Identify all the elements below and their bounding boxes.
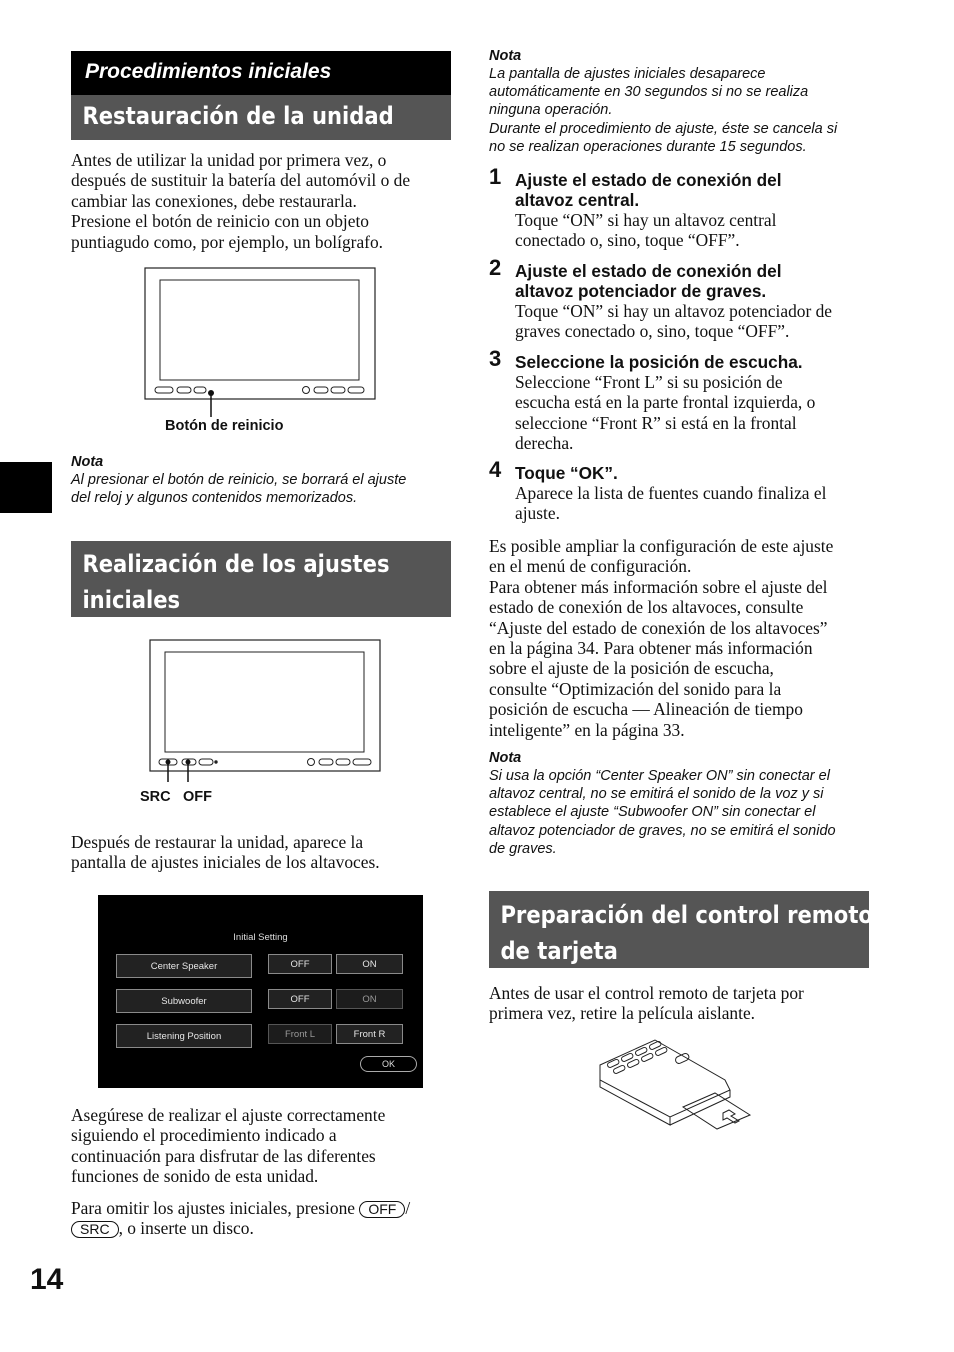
step-4-number: 4	[489, 457, 502, 482]
step-body-line: derecha.	[515, 433, 574, 454]
heading-line: Realización de los ajustes	[82, 550, 390, 578]
step-1	[515, 170, 875, 251]
text-line: siguiendo el procedimiento indicado a	[71, 1125, 337, 1146]
listening-position-button[interactable]: Listening Position	[116, 1024, 252, 1048]
off-label: OFF	[183, 789, 212, 805]
nota-line: altavoz potenciador de graves, no se emitirá el sonido	[489, 822, 836, 839]
text-line: puntiagudo como, por ejemplo, un bolígrafo.	[71, 231, 384, 252]
text-line: inteligente” en la página 33.	[489, 719, 685, 740]
text-line: posición de escucha — Alineación de tiempo	[489, 699, 803, 720]
text-line: en la página 34. Para obtener más información	[489, 638, 813, 659]
nota-line: del reloj y algunos contenidos memorizados.	[71, 490, 358, 507]
step-title-line: Ajuste el estado de conexión del	[515, 261, 782, 281]
off-key: OFF	[359, 1201, 405, 1218]
section-label-bar	[71, 51, 451, 95]
text-line: Antes de usar el control remoto de tarjeta por	[489, 983, 804, 1003]
heading-restauracion-text: Restauración de la unidad	[82, 102, 394, 130]
step-body-line: Toque “ON” si hay un altavoz central	[515, 210, 777, 230]
nota-line: ninguna operación.	[489, 102, 613, 119]
text-line: sobre el ajuste de la posición de escucha,	[489, 658, 774, 679]
heading-ajustes-iniciales	[71, 541, 451, 617]
subwoofer-off-button[interactable]: OFF	[268, 989, 332, 1009]
heading-line: Preparación del control remoto	[500, 901, 873, 929]
step-title-line: Toque “OK”.	[515, 463, 618, 483]
nota-heading: Nota	[71, 454, 104, 470]
text-line: primera vez, retire la película aislante.	[489, 1003, 756, 1024]
nota-top	[489, 47, 879, 156]
text-span: /	[405, 1198, 411, 1218]
heading-restauracion	[71, 95, 451, 140]
front-l-button[interactable]: Front L	[268, 1024, 332, 1044]
text-line: Para obtener más información sobre el ajuste del	[489, 576, 828, 597]
text-span: , o inserte un disco.	[118, 1218, 254, 1239]
subwoofer-on-button[interactable]: ON	[336, 989, 403, 1009]
step-body-line: graves conectado o, sino, toque “OFF”.	[515, 321, 790, 342]
text-line: pantalla de ajustes iniciales de los altavoces.	[71, 852, 380, 873]
nota-line: La pantalla de ajustes iniciales desaparece	[489, 66, 766, 82]
section-label: Procedimientos iniciales	[85, 60, 332, 83]
heading-control-remoto	[489, 891, 873, 968]
ok-button[interactable]: OK	[360, 1056, 417, 1072]
reset-button-label: Botón de reinicio	[165, 418, 284, 434]
unit-reset-illustration	[140, 265, 380, 420]
unit-src-off-illustration	[145, 637, 385, 782]
text-line: funciones de sonido de esta unidad.	[71, 1166, 319, 1187]
text-line: en el menú de configuración.	[489, 556, 692, 577]
paragraph-restauracion	[71, 150, 456, 252]
center-speaker-off-button[interactable]: OFF	[268, 954, 332, 974]
step-body-line: ajuste.	[515, 503, 560, 524]
front-r-button[interactable]: Front R	[336, 1024, 403, 1044]
paragraph-pantalla	[71, 832, 456, 873]
nota-line: de graves.	[489, 840, 557, 857]
nota-line: altavoz central, no se emitirá el sonido de la voz y si	[489, 786, 824, 803]
step-title-line: Seleccione la posición de escucha.	[515, 352, 803, 372]
step-body-line: seleccione “Front R” si está en la frontal	[515, 412, 797, 433]
text-line: Asegúrese de realizar el ajuste correctamente	[71, 1105, 386, 1125]
nota-line: automáticamente en 30 segundos si no se realiza	[489, 84, 809, 101]
step-2	[515, 261, 875, 342]
step-body-line: Toque “ON” si hay un altavoz potenciador de	[515, 301, 833, 321]
page-number: 14	[30, 1263, 64, 1296]
step-title-line: altavoz potenciador de graves.	[515, 281, 767, 301]
nota-line: Durante el procedimiento de ajuste, éste se cancela si	[489, 120, 838, 137]
nota-reset	[71, 453, 456, 507]
paragraph-asegurese	[71, 1105, 456, 1187]
step-1-number: 1	[489, 164, 502, 189]
text-line: consulte “Optimización del sonido para la	[489, 678, 782, 699]
paragraph-configuracion	[489, 536, 879, 740]
card-remote-illustration	[595, 1035, 765, 1130]
step-body-line: Aparece la lista de fuentes cuando finaliza el	[515, 483, 827, 503]
step-body-line: conectado o, sino, toque “OFF”.	[515, 230, 740, 251]
nota-line: Si usa la opción “Center Speaker ON” sin conectar el	[489, 768, 830, 784]
step-body-line: escucha está en la parte frontal izquierda, o	[515, 392, 816, 413]
center-speaker-button[interactable]: Center Speaker	[116, 954, 252, 978]
nota-line: no se realizan operaciones durante 15 segundos.	[489, 138, 807, 155]
step-title-line: altavoz central.	[515, 190, 640, 210]
screen-title: Initial Setting	[233, 932, 288, 943]
text-line: Es posible ampliar la configuración de este ajuste	[489, 536, 834, 556]
step-body-line: Seleccione “Front L” si su posición de	[515, 372, 783, 392]
nota-line: Al presionar el botón de reinicio, se borrará el ajuste	[71, 472, 407, 488]
src-label: SRC	[140, 789, 171, 805]
chapter-tab	[0, 462, 52, 513]
text-line: después de sustituir la batería del automóvil o de	[71, 170, 411, 191]
nota-heading: Nota	[489, 48, 522, 64]
step-3	[515, 352, 875, 454]
text-span: Para omitir los ajustes iniciales, presione	[71, 1198, 355, 1218]
text-line: Después de restaurar la unidad, aparece la	[71, 832, 364, 852]
text-line: Presione el botón de reinicio con un objeto	[71, 211, 369, 232]
paragraph-omitir	[71, 1198, 456, 1239]
text-line: estado de conexión de los altavoces, consulte	[489, 597, 804, 618]
nota-line: establece el ajuste “Subwoofer ON” sin conectar el	[489, 804, 816, 821]
nota-heading: Nota	[489, 750, 522, 766]
text-line: continuación para disfrutar de las diferentes	[71, 1145, 376, 1166]
src-key: SRC	[71, 1221, 119, 1238]
text-line: “Ajuste del estado de conexión de los altavoces”	[489, 617, 828, 638]
step-2-number: 2	[489, 255, 502, 280]
step-3-number: 3	[489, 346, 502, 371]
heading-line: iniciales	[82, 586, 181, 614]
text-line: cambiar las conexiones, debe restaurarla.	[71, 190, 357, 211]
initial-setting-screen	[98, 895, 423, 1088]
text-line: Antes de utilizar la unidad por primera vez, o	[71, 150, 387, 170]
subwoofer-button[interactable]: Subwoofer	[116, 989, 252, 1013]
heading-line: de tarjeta	[500, 937, 618, 965]
center-speaker-on-button[interactable]: ON	[336, 954, 403, 974]
paragraph-control-remoto	[489, 983, 879, 1024]
nota-center-speaker	[489, 749, 879, 858]
step-4	[515, 463, 875, 524]
step-title-line: Ajuste el estado de conexión del	[515, 170, 782, 190]
